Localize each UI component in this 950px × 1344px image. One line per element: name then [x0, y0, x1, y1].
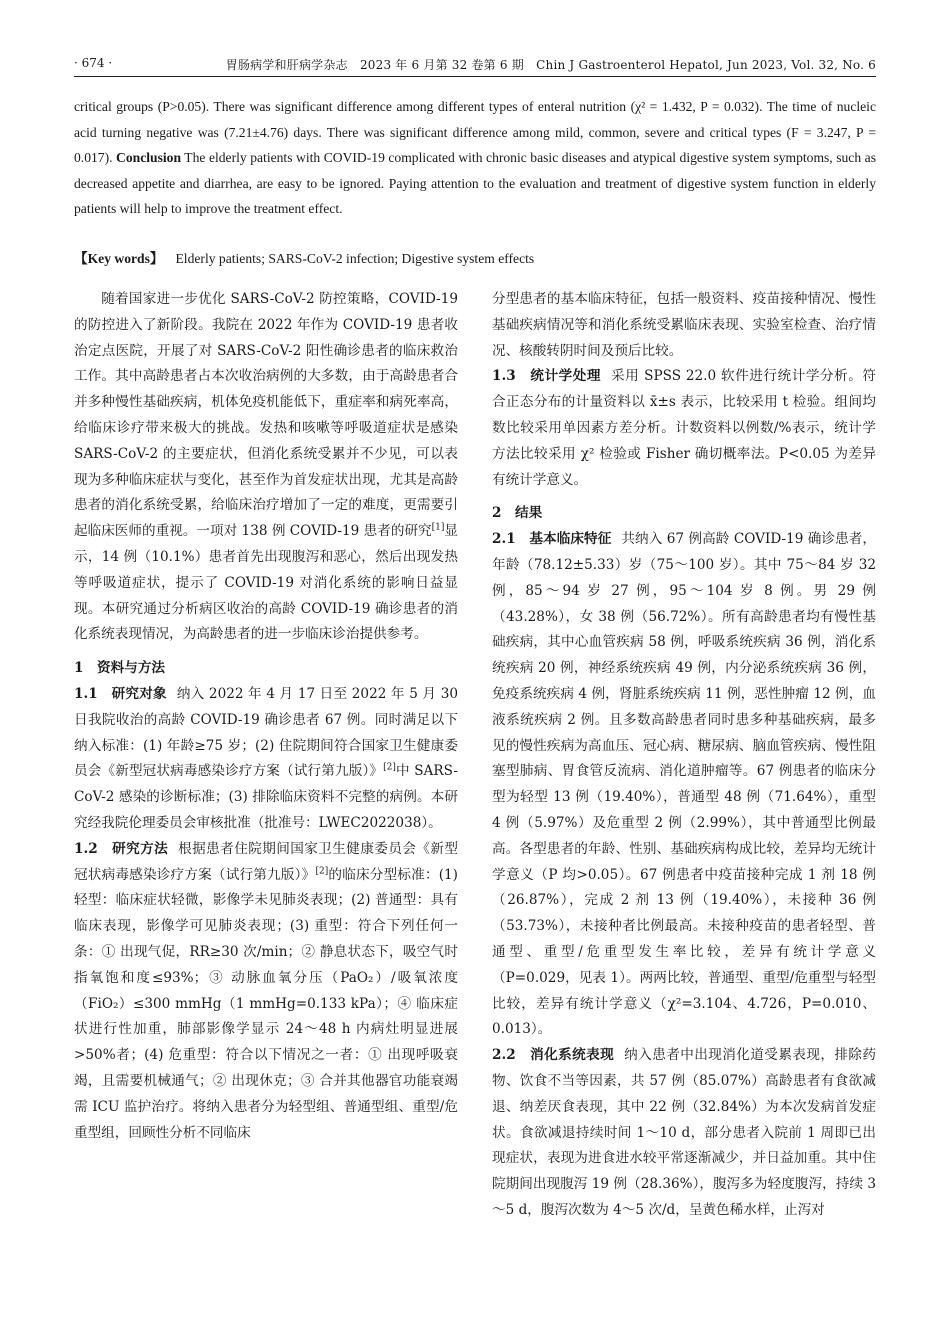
intro-paragraph: 随着国家进一步优化 SARS-CoV-2 防控策略，COVID-19 的防控进入了新阶段。我院在 2022 年作为 COVID-19 患者收治定点医院，开展了对 SARS-CoV-2 阳性确诊患者的临床救治工作。其中高龄患者占本次收治病例的大多数，由于高龄患者合并多种慢性基础疾病，机体免疫机能低下，重症率和病死率高，给临床诊疗带来极大的挑战。发热和咳嗽等呼吸道症状是感染 SARS-CoV-2 的主要症状，但消化系统受累并不少见，可以表现为多种临床症状与变化，甚至作为首发症状出现，尤其是高龄患者的消化系统受累，给临床治疗增加了一定的难度，更需要引起临床医师的重视。一项对 138 例 COVID-19 患者的研究[1]显示，14 例（10.1%）患者首先出现腹泻和恶心，然后出现发热等呼吸道症状，提示了 COVID-19 对消化系统的影响日益显现。本研究通过分析病区收治的高龄 COVID-19 确诊患者的消化系统表现情况，为高龄患者的进一步临床诊治提供参考。 — [74, 291, 459, 643]
section-1-1-title: 1.1 研究对象 — [74, 685, 167, 702]
continued-paragraph: 分型患者的基本临床特征，包括一般资料、疫苗接种情况、慢性基础疾病情况等和消化系统受累临床表现、实验室检查、治疗情况、核酸转阴时间及预后比较。 — [492, 291, 876, 359]
section-1-2: 1.2 研究方法 根据患者住院期间国家卫生健康委员会《新型冠状病毒感染诊疗方案（试行第九版）》[2]的临床分型标准：(1) 轻型：临床症状轻微，影像学未见肺炎表现；(2) 普通型：具有临床表现，影像学可见肺炎表现；(3) 重型：符合下列任何一条：① 出现气促，RR≥30 次/min；② 静息状态下，吸空气时指氧饱和度≤93%；③ 动脉血氧分压（PaO₂）/吸氧浓度（FiO₂）≤300 mmHg（1 mmHg=0.133 kPa）；④ 临床症状进行性加重，肺部影像学显示 24～48 h 内病灶明显进展>50%者；(4) 危重型：符合以下情况之一者：① 出现呼吸衰竭，且需要机械通气；② 出现休克；③ 合并其他器官功能衰竭需 ICU 监护治疗。将纳入患者分为轻型组、普通型组、重型/危重型组，回顾性分析不同临床 — [74, 840, 458, 1141]
english-abstract — [74, 94, 876, 222]
section-2-1: 2.1 基本临床特征 共纳入 67 例高龄 COVID-19 确诊患者，年龄（78.12±5.33）岁（75～100 岁）。其中 75～84 岁 32 例，85～94 岁 27 例，95～104 岁 8 例。男 29 例（43.28%），女 38 例（56.72%）。所有高龄患者均有慢性基础疾病，其中心血管疾病 58 例，呼吸系统疾病 36 例，消化系统疾病 20 例，神经系统疾病 49 例，内分泌系统疾病 36 例，免疫系统疾病 4 例，肾脏系统疾病 11 例，恶性肿瘤 12 例，血液系统疾病 2 例。且多数高龄患者同时患多种基础疾病，最多见的慢性疾病为高血压、冠心病、糖尿病、脑血管疾病、慢性阻塞型肺病、胃食管反流病、消化道肿瘤等。67 例患者的临床分型为轻型 13 例（19.40%），普通型 48 例（71.64%），重型 4 例（5.97%）及危重型 2 例（2.99%），其中普通型比例最高。各型患者的年龄、性别、基础疾病构成比较，差异均无统计学意义（P 均>0.05）。67 例患者中疫苗接种完成 1 剂 18 例（26.87%），完成 2 剂 13 例（19.40%），未接种 36 例（53.73%），未接种者比例最高。未接种疫苗的患者轻型、普通型、重型/危重型发生率比较，差异有统计学意义（P=0.029，见表 1）。两两比较，普通型、重型/危重型与轻型比较，差异有统计学意义（χ²=3.104、4.726，P=0.010、0.013）。 — [492, 531, 876, 1038]
keywords-label: 【Key words】 — [74, 251, 164, 266]
section-2-2-title: 2.2 消化系统表现 — [492, 1047, 615, 1064]
section-1-2-title: 1.2 研究方法 — [74, 840, 169, 857]
running-header — [74, 52, 876, 77]
section-1-3: 1.3 统计学处理 采用 SPSS 22.0 软件进行统计学分析。符合正态分布的计量资料以 x̄±s 表示，比较采用 t 检验。组间均数比较采用单因素方差分析。计数资料以例数/%表示，统计学方法比较采用 χ² 检验或 Fisher 确切概率法。P<0.05 为差异有统计学意义。 — [492, 368, 876, 488]
conclusion-text: The elderly patients with COVID-19 complicated with chronic basic diseases and atypical digestive system symptoms, such as decreased appetite and diarrhea, are easy to be ignored. Paying attention to the evaluation and treatment of digestive system function in elderly patients will help to improve the treatment effect. — [74, 150, 876, 217]
conclusion-label: Conclusion — [116, 150, 182, 166]
keywords-text: Elderly patients; SARS-CoV-2 infection; Digestive system effects — [175, 251, 535, 266]
reference-2b: [2] — [315, 866, 329, 876]
right-column — [492, 287, 876, 1224]
section-2-1-title: 2.1 基本临床特征 — [492, 531, 612, 548]
section-1-heading: 1 资料与方法 — [74, 660, 166, 677]
left-column — [74, 287, 458, 1146]
page-number: · 674 · — [74, 56, 113, 70]
journal-citation: 胃肠病学和肝病学杂志 2023 年 6 月第 32 卷第 6 期 Chin J Gastroenterol Hepatol, Jun 2023, Vol. 32, No. 6 — [225, 58, 876, 72]
section-2-2: 2.2 消化系统表现 纳入患者中出现消化道受累表现，排除药物、饮食不当等因素，共 57 例（85.07%）高龄患者有食欲减退、纳差厌食表现，其中 22 例（32.84%）为本次发病首发症状。食欲减退持续时间 1～10 d，部分患者入院前 1 周即已出现症状，表现为进食进水较平常逐渐减少，并日益加重。其中住院期间出现腹泻 19 例（28.36%），腹泻多为轻度腹泻，持续 3～5 d，腹泻次数为 4～5 次/d，呈黄色稀水样，止泻对 — [492, 1047, 876, 1218]
abstract-results-text: critical groups (P>0.05). There was significant difference among different types of enteral nutrition (χ² = 1.432, P = 0.032). The time of nucleic acid turning negative was (7.21±4.76) days. There was significant difference among mild, common, severe and critical types (F = 3.247, P = 0.017). — [74, 99, 876, 166]
keywords-line — [74, 248, 876, 270]
section-2-heading: 2 结果 — [492, 505, 543, 522]
reference-1: [1] — [431, 522, 445, 533]
reference-2: [2] — [383, 762, 396, 773]
section-1-3-title: 1.3 统计学处理 — [492, 368, 602, 385]
section-1-1: 1.1 研究对象 纳入 2022 年 4 月 17 日至 2022 年 5 月 30 日我院收治的高龄 COVID-19 确诊患者 67 例。同时满足以下纳入标准：(1) 年龄≥75 岁；(2) 住院期间符合国家卫生健康委员会《新型冠状病毒感染诊疗方案（试行第九版）》[2]中 SARS-CoV-2 感染的诊断标准；(3) 排除临床资料不完整的病例。本研究经我院伦理委员会审核批准（批准号：LWEC2022038）。 — [74, 685, 459, 831]
